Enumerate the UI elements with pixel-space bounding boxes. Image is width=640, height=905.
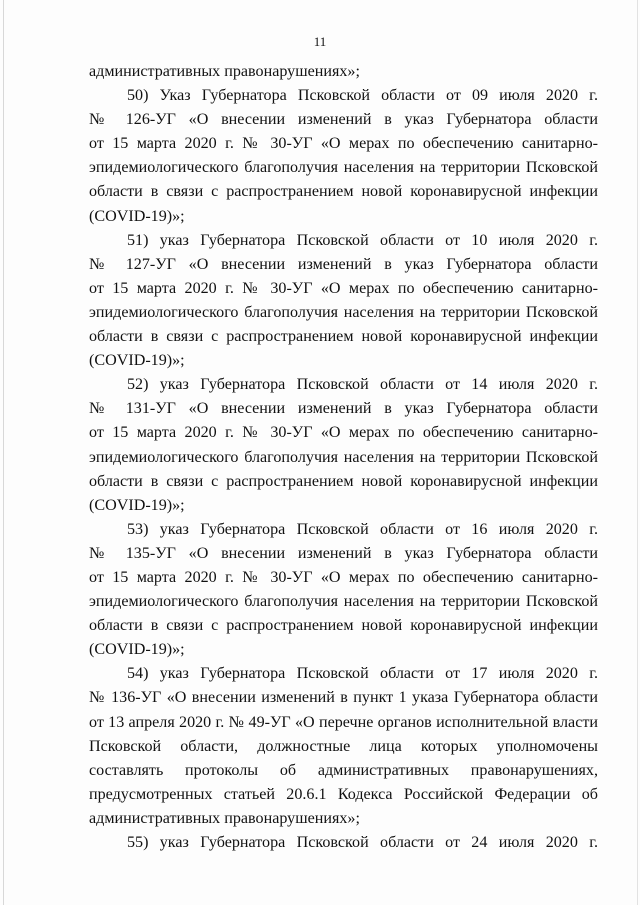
text-line: эпидемиологического благополучия населения на территории Псковской <box>89 593 598 611</box>
text-line: № 126-УГ «О внесении изменений в указ Губернатора области <box>89 111 598 129</box>
text-line: административных правонарушениях»; <box>89 809 360 827</box>
text-line: области в связи с распространением новой коронавирусной инфекции <box>89 183 598 201</box>
text-line: (COVID-19)»; <box>89 352 185 370</box>
text-line: эпидемиологического благополучия населения на территории Псковской <box>89 303 598 321</box>
page-number: 11 <box>313 34 327 49</box>
text-line: от 13 апреля 2020 г. № 49-УГ «О перечне органов исполнительной власти <box>89 713 598 731</box>
text-line: № 136-УГ «О внесении изменений в пункт 1 указа Губернатора области <box>89 689 598 707</box>
text-line: области в связи с распространением новой коронавирусной инфекции <box>89 617 598 635</box>
text-line: 55) указ Губернатора Псковской области от 24 июля 2020 г. <box>127 834 598 851</box>
text-line: от 15 марта 2020 г. № 30-УГ «О мерах по обеспечению санитарно- <box>89 279 598 297</box>
scan-edge-left <box>3 0 4 905</box>
text-line: от 15 марта 2020 г. № 30-УГ «О мерах по обеспечению санитарно- <box>89 568 598 586</box>
text-line: эпидемиологического благополучия населения на территории Псковской <box>89 159 598 177</box>
text-line: административных правонарушениях»; <box>89 63 360 80</box>
text-line: № 135-УГ «О внесении изменений в указ Губернатора области <box>89 544 598 562</box>
scan-edge-right <box>637 0 638 905</box>
text-line: 54) указ Губернатора Псковской области от 17 июля 2020 г. <box>127 665 598 683</box>
text-line: (COVID-19)»; <box>89 641 185 659</box>
text-line: № 127-УГ «О внесении изменений в указ Губернатора области <box>89 255 598 273</box>
text-line: (COVID-19)»; <box>89 207 185 225</box>
text-line: 53) указ Губернатора Псковской области от 16 июля 2020 г. <box>127 520 598 538</box>
text-line: 51) указ Губернатора Псковской области от 10 июля 2020 г. <box>127 231 598 249</box>
text-line: № 131-УГ «О внесении изменений в указ Губернатора области <box>89 400 598 418</box>
document-body <box>89 60 598 855</box>
text-line: от 15 марта 2020 г. № 30-УГ «О мерах по обеспечению санитарно- <box>89 424 598 442</box>
text-line: 52) указ Губернатора Псковской области от 14 июля 2020 г. <box>127 376 598 394</box>
text-line: области в связи с распространением новой коронавирусной инфекции <box>89 328 598 346</box>
text-line: от 15 марта 2020 г. № 30-УГ «О мерах по обеспечению санитарно- <box>89 135 598 153</box>
text-line: 50) Указ Губернатора Псковской области от 09 июля 2020 г. <box>127 87 598 105</box>
text-line: (COVID-19)»; <box>89 496 185 514</box>
text-line: составлять протоколы об административных правонарушениях, <box>89 761 598 779</box>
text-line: эпидемиологического благополучия населения на территории Псковской <box>89 448 598 466</box>
text-line: Псковской области, должностные лица которых уполномочены <box>89 737 598 755</box>
text-line: предусмотренных статьей 20.6.1 Кодекса Российской Федерации об <box>89 785 598 803</box>
text-line: области в связи с распространением новой коронавирусной инфекции <box>89 472 598 490</box>
